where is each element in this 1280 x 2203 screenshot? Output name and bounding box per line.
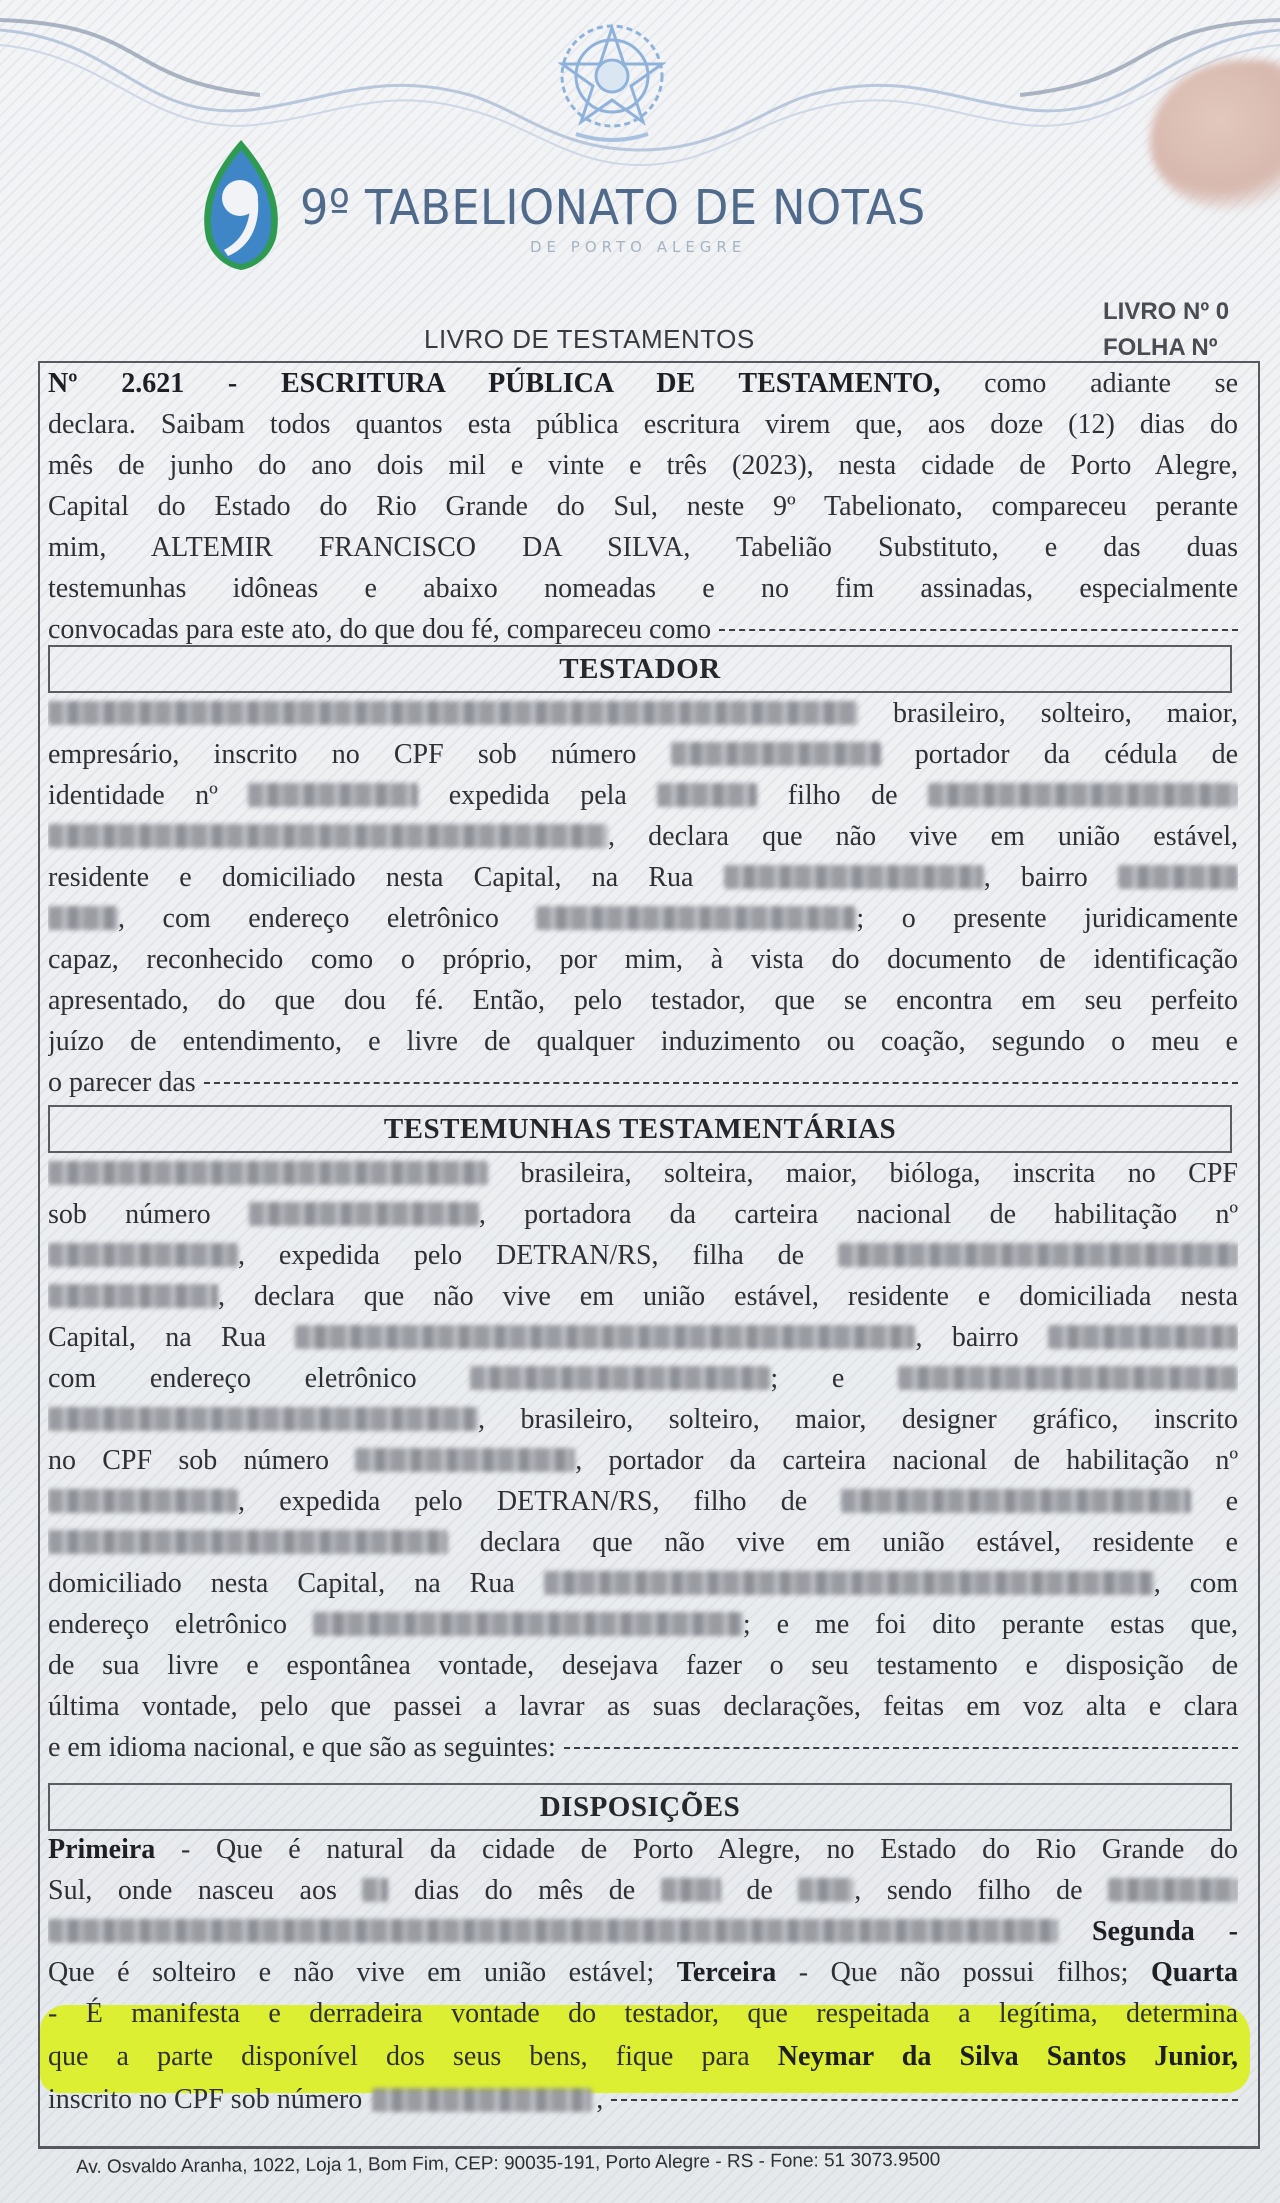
witness-line-15: e em idioma nacional, e que são as seguintes: bbox=[48, 1728, 1238, 1768]
witness-line-2: sob número , portadora da carteira nacional de habilitação nº bbox=[48, 1199, 1238, 1230]
redacted-district bbox=[1048, 1325, 1238, 1349]
intro-line-3: mês de junho do ano dois mil e vinte e três (2023), nesta cidade de Porto Alegre, bbox=[48, 450, 1238, 481]
section-header-witnesses: TESTEMUNHAS TESTAMENTÁRIAS bbox=[48, 1105, 1232, 1153]
testator-line-8: apresentado, do que dou fé. Então, pelo testador, que se encontra em seu perfeito bbox=[48, 985, 1238, 1016]
redacted-email bbox=[536, 906, 856, 930]
redacted-name bbox=[48, 1161, 488, 1185]
redacted-parent bbox=[841, 1489, 1191, 1513]
witness-line-7: , brasileiro, solteiro, maior, designer gráfico, inscrito bbox=[48, 1400, 1238, 1440]
witness-line-13: de sua livre e espontânea vontade, desejava fazer o seu testamento e disposição de bbox=[48, 1650, 1238, 1681]
testator-line-7: capaz, reconhecido como o próprio, por mim, à vista do documento de identificação bbox=[48, 944, 1238, 975]
intro-line-4: Capital do Estado do Rio Grande do Sul, neste 9º Tabelionato, compareceu perante bbox=[48, 491, 1238, 522]
book-title: LIVRO DE TESTAMENTOS bbox=[424, 324, 755, 354]
redacted-parents bbox=[48, 1919, 1058, 1943]
intro-line-5: mim, ALTEMIR FRANCISCO DA SILVA, Tabelião Substituto, e das duas bbox=[48, 532, 1238, 563]
redacted-day bbox=[362, 1878, 388, 1902]
redacted-cpf bbox=[372, 2088, 592, 2112]
notary-brand-subtitle: DE PORTO ALEGRE bbox=[530, 238, 747, 256]
redacted-name bbox=[48, 701, 858, 725]
witness-line-4: , declara que não vive em união estável, residente e domiciliada nesta bbox=[48, 1277, 1238, 1317]
testator-line-2: empresário, inscrito no CPF sob número portador da cédula de bbox=[48, 739, 1238, 770]
redacted-street bbox=[295, 1325, 915, 1349]
witness-line-10: declara que não vive em união estável, residente e bbox=[48, 1523, 1238, 1563]
redacted-parent bbox=[928, 783, 1238, 807]
section-header-provisions: DISPOSIÇÕES bbox=[48, 1783, 1232, 1831]
witness-line-9: , expedida pelo DETRAN/RS, filho de e bbox=[48, 1482, 1238, 1522]
redacted-street bbox=[724, 865, 984, 889]
testator-line-5: residente e domiciliado nesta Capital, na Rua , bairro bbox=[48, 858, 1238, 898]
testator-line-10: o parecer das bbox=[48, 1063, 1238, 1103]
redacted-cpf bbox=[671, 742, 881, 766]
witness-line-6: com endereço eletrônico ; e bbox=[48, 1359, 1238, 1399]
redacted-email bbox=[470, 1366, 770, 1390]
testator-line-6: , com endereço eletrônico ; o presente juridicamente bbox=[48, 899, 1238, 939]
book-number-label: LIVRO Nº 0 bbox=[1103, 298, 1230, 325]
redacted-parent bbox=[838, 1243, 1238, 1267]
redacted-street bbox=[544, 1571, 1154, 1595]
redacted-license bbox=[48, 1243, 238, 1267]
redacted-license bbox=[48, 1489, 238, 1513]
redacted-issuer bbox=[657, 783, 757, 807]
redacted-parent bbox=[48, 824, 608, 848]
witness-line-3: , expedida pelo DETRAN/RS, filha de bbox=[48, 1236, 1238, 1276]
redacted-name bbox=[48, 1407, 478, 1431]
witness-line-1: brasileira, solteira, maior, bióloga, inscrita no CPF bbox=[48, 1154, 1238, 1194]
provision-line-7: inscrito no CPF sob número , bbox=[48, 2080, 1238, 2120]
redacted-district bbox=[48, 906, 118, 930]
redacted-email bbox=[313, 1612, 743, 1636]
testator-line-1: brasileiro, solteiro, maior, bbox=[48, 694, 1238, 734]
provision-line-6: que a parte disponível dos seus bens, fique para Neymar da Silva Santos Junior, bbox=[48, 2041, 1238, 2072]
redacted-parent bbox=[48, 1284, 218, 1308]
provision-line-5: - É manifesta e derradeira vontade do testador, que respeitada a legítima, determina bbox=[48, 1998, 1238, 2029]
testator-line-3: identidade nº expedida pela filho de bbox=[48, 776, 1238, 816]
provision-line-3: Segunda - bbox=[48, 1912, 1238, 1952]
redacted-district bbox=[1118, 865, 1238, 889]
redacted-id bbox=[248, 783, 418, 807]
filler-dashes bbox=[564, 1747, 1238, 1749]
deed-number-title: Nº 2.621 - ESCRITURA PÚBLICA DE TESTAMENTO, bbox=[48, 368, 941, 399]
redacted-name bbox=[898, 1366, 1238, 1390]
notary-address-footer: Av. Osvaldo Aranha, 1022, Loja 1, Bom Fim, CEP: 90035-191, Porto Alegre - RS - Fone: 51 3073.9500 bbox=[75, 2149, 941, 2178]
redacted-cpf bbox=[249, 1202, 479, 1226]
redacted-month bbox=[661, 1878, 721, 1902]
intro-line-6: testemunhas idôneas e abaixo nomeadas e no fim assinadas, especialmente bbox=[48, 573, 1238, 604]
witness-line-11: domiciliado nesta Capital, na Rua , com bbox=[48, 1568, 1238, 1599]
testator-line-9: juízo de entendimento, e livre de qualquer induzimento ou coação, segundo o meu e bbox=[48, 1026, 1238, 1057]
beneficiary-name: Neymar da Silva Santos Junior, bbox=[777, 2041, 1238, 2072]
tabelionato-logo-icon bbox=[198, 138, 284, 272]
provision-line-2: Sul, onde nasceu aos dias do mês de de , sendo filho de bbox=[48, 1871, 1238, 1911]
section-header-testator: TESTADOR bbox=[48, 645, 1232, 693]
provision-line-1: Primeira - Que é natural da cidade de Porto Alegre, no Estado do Rio Grande do bbox=[48, 1834, 1238, 1865]
filler-dashes bbox=[611, 2099, 1238, 2101]
intro-line-2: declara. Saibam todos quantos esta pública escritura virem que, aos doze (12) dias do bbox=[48, 409, 1238, 440]
redacted-parent bbox=[48, 1530, 448, 1554]
intro-line-1: Nº 2.621 - ESCRITURA PÚBLICA DE TESTAMENTO, como adiante se bbox=[48, 368, 1238, 399]
redacted-parent bbox=[1108, 1878, 1238, 1902]
witness-line-12: endereço eletrônico ; e me foi dito perante estas que, bbox=[48, 1609, 1238, 1640]
testator-line-4: , declara que não vive em união estável, bbox=[48, 817, 1238, 857]
witness-line-5: Capital, na Rua , bairro bbox=[48, 1318, 1238, 1358]
provision-line-4: Que é solteiro e não vive em união estável; Terceira - Que não possui filhos; Quarta bbox=[48, 1957, 1238, 1988]
redacted-cpf bbox=[355, 1448, 575, 1472]
intro-line-7: convocadas para este ato, do que dou fé, compareceu como bbox=[48, 610, 1238, 650]
redacted-year bbox=[798, 1878, 854, 1902]
book-meta bbox=[1103, 294, 1229, 366]
witness-line-14: última vontade, pelo que passei a lavrar as suas declarações, feitas em voz alta e clara bbox=[48, 1691, 1238, 1722]
witness-line-8: no CPF sob número , portador da carteira nacional de habilitação nº bbox=[48, 1445, 1238, 1476]
notary-brand-title: 9º TABELIONATO DE NOTAS bbox=[300, 180, 926, 236]
filler-dashes bbox=[719, 629, 1238, 631]
filler-dashes bbox=[204, 1082, 1238, 1084]
page-number-label: FOLHA Nº bbox=[1103, 334, 1218, 361]
coat-of-arms-icon bbox=[546, 14, 678, 146]
